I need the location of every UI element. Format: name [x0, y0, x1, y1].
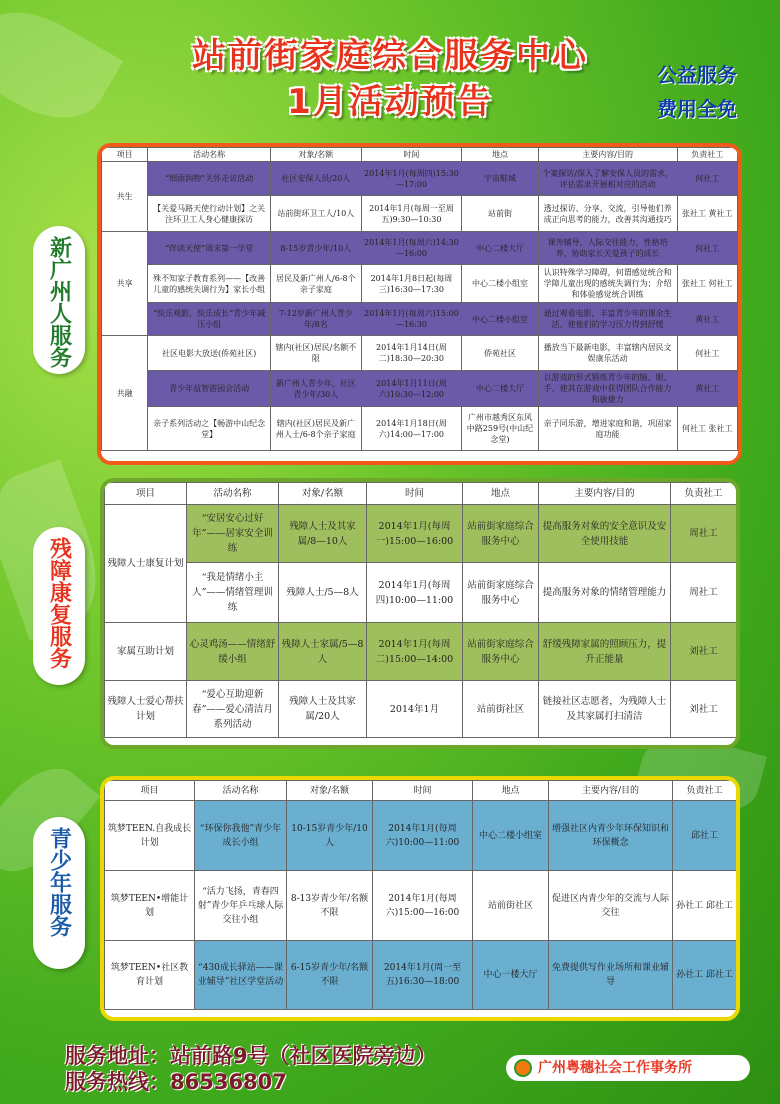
cell-place: 站前街家庭综合服务中心 — [463, 505, 539, 563]
header-name: 活动名称 — [195, 781, 287, 801]
header-target: 对象/名额 — [271, 148, 362, 162]
cell-name: “活力飞扬，青春四射”青少年乒乓球人际交往小组 — [195, 871, 287, 941]
header-place: 地点 — [473, 781, 549, 801]
cell-content: 促进区内青少年的交流与人际交往 — [549, 871, 673, 941]
cell-content: 个案探访/深入了解安保人员的需求，评估需求开展相对应的活动 — [538, 162, 677, 196]
header-worker: 负责社工 — [671, 483, 737, 505]
cell-worker: 何社工 — [677, 232, 737, 265]
cell-name: “爱心互助迎新春”——爱心清洁月系列活动 — [187, 681, 279, 738]
cell-worker: 刘社工 — [671, 623, 737, 681]
cell-name: “环保你我他”青少年成长小组 — [195, 801, 287, 871]
cell-project: 残障人士爱心帮扶计划 — [105, 681, 187, 738]
cell-target: 7-12岁新广州人青少年/8名 — [271, 303, 362, 336]
header-place: 地点 — [463, 483, 539, 505]
cell-time: 2014年1月(每周六)15:00—16:00 — [373, 871, 473, 941]
cell-worker: 何社工 — [677, 336, 737, 371]
cell-target: 残障人士及其家属/20人 — [279, 681, 367, 738]
cell-name: 亲子系列活动之【畅游中山纪念堂】 — [148, 407, 271, 451]
table-row — [105, 505, 737, 563]
header-worker: 负责社工 — [677, 148, 737, 162]
table-row — [102, 162, 738, 196]
header-content: 主要内容/目的 — [538, 148, 677, 162]
cell-content: 提高服务对象的安全意识及安全使用技能 — [539, 505, 671, 563]
cell-place: 站前街 — [462, 196, 538, 232]
cell-worker: 何社工 — [677, 162, 737, 196]
cell-worker: 孙社工 邱社工 — [673, 871, 737, 941]
cell-name: 心灵鸡汤——情绪舒缓小组 — [187, 623, 279, 681]
cell-worker: 黄社工 — [677, 371, 737, 407]
free-service-notice — [632, 58, 762, 126]
page-title: 站前街家庭综合服务中心 — [192, 36, 588, 76]
cell-project: 共生 — [102, 162, 148, 232]
cell-project: 筑梦TEEN•社区教育计划 — [105, 941, 195, 1010]
cell-worker: 周社工 — [671, 505, 737, 563]
table-row — [105, 801, 737, 871]
cell-time: 2014年1月(每周六)15:00—16:30 — [361, 303, 462, 336]
cell-time: 2014年1月18日(周六)14:00—17:00 — [361, 407, 462, 451]
cell-place: 站前街社区 — [463, 681, 539, 738]
cell-place: 站前街家庭综合服务中心 — [463, 623, 539, 681]
header-content: 主要内容/目的 — [549, 781, 673, 801]
cell-content: 链接社区志愿者，为残障人士及其家属打扫清洁 — [539, 681, 671, 738]
header-project: 项目 — [102, 148, 148, 162]
cell-time: 2014年1月(每周六)14:30—16:00 — [361, 232, 462, 265]
free-line-2: 费用全免 — [657, 97, 737, 121]
header-place: 地点 — [462, 148, 538, 162]
cell-project: 共融 — [102, 336, 148, 451]
cell-content: 免费提供写作业场所和课业辅导 — [549, 941, 673, 1010]
table-row — [102, 265, 738, 303]
table-row — [102, 371, 738, 407]
cell-project: 残障人士康复计划 — [105, 505, 187, 623]
cell-time: 2014年1月8日起(每周三)16:30—17:30 — [361, 265, 462, 303]
cell-place: 站前街社区 — [473, 871, 549, 941]
side-label-new-guangzhou: 新广州人服务 — [33, 226, 85, 374]
cell-time: 2014年1月(每周二)15:00—14:00 — [367, 623, 463, 681]
cell-name: “430成长驿站——课业辅导”社区学堂活动 — [195, 941, 287, 1010]
header-target: 对象/名额 — [279, 483, 367, 505]
header-time: 时间 — [373, 781, 473, 801]
organization-name: 广州粤穗社会工作事务所 — [538, 1060, 692, 1076]
cell-target: 残障人士及其家属/8—10人 — [279, 505, 367, 563]
cell-time: 2014年1月11日(周六)10:30—12:00 — [361, 371, 462, 407]
page-subtitle: 1月活动预告 — [287, 82, 493, 122]
cell-time: 2014年1月(每周一至周五)9:30—10:30 — [361, 196, 462, 232]
cell-name: “我是情绪小主人”——情绪管理训练 — [187, 563, 279, 623]
header-project: 项目 — [105, 483, 187, 505]
cell-target: 新广州人青少年，社区青少年/30人 — [271, 371, 362, 407]
cell-target: 8-15岁青少年/10人 — [271, 232, 362, 265]
cell-place: 站前街家庭综合服务中心 — [463, 563, 539, 623]
cell-place: 广州市越秀区东风中路259号(中山纪念堂) — [462, 407, 538, 451]
cell-worker: 黄社工 — [677, 303, 737, 336]
cell-target: 残障人士/5—8人 — [279, 563, 367, 623]
cell-name: 社区电影大放送(侨苑社区) — [148, 336, 271, 371]
cell-content: 认识特殊学习障碍，何谓感觉统合和学障儿童出现的感统失调行为；介绍和体验感觉统合训练 — [538, 265, 677, 303]
cell-name: “伴读天使”周末第一学堂 — [148, 232, 271, 265]
organization-logo-icon — [514, 1059, 532, 1077]
cell-worker: 何社工 张社工 — [677, 407, 737, 451]
cell-content: 透过探访、分享、交流，引导他们养成正向思考的能力，改善其沟通技巧 — [538, 196, 677, 232]
activity-table-youth — [100, 776, 740, 1021]
header-name: 活动名称 — [187, 483, 279, 505]
cell-place: 侨苑社区 — [462, 336, 538, 371]
header-target: 对象/名额 — [287, 781, 373, 801]
cell-content: 课外辅导，人际交往能力，性格培养，协助家长关爱孩子的成长 — [538, 232, 677, 265]
cell-content: 增强社区内青少年环保知识和环保概念 — [549, 801, 673, 871]
cell-name: 殊不知家子教育系列——【改善儿童的感统失调行为】家长小组 — [148, 265, 271, 303]
cell-target: 6-15岁青少年/名额不限 — [287, 941, 373, 1010]
cell-content: 舒缓残障家属的照顾压力，提升正能量 — [539, 623, 671, 681]
cell-project: 共享 — [102, 232, 148, 336]
table-row — [105, 623, 737, 681]
cell-place: 中心二楼大厅 — [462, 371, 538, 407]
cell-target: 10-15岁青少年/10人 — [287, 801, 373, 871]
cell-worker: 周社工 — [671, 563, 737, 623]
cell-target: 8-13岁青少年/名额不限 — [287, 871, 373, 941]
side-label-youth: 青少年服务 — [33, 817, 85, 969]
table-row — [105, 563, 737, 623]
cell-target: 居民及新广州人/6-8个亲子家庭 — [271, 265, 362, 303]
cell-place: 宇宙鞋城 — [462, 162, 538, 196]
cell-worker: 刘社工 — [671, 681, 737, 738]
header-worker: 负责社工 — [673, 781, 737, 801]
activity-table-disability — [100, 478, 740, 749]
table-row — [105, 871, 737, 941]
cell-content: 播放当下最新电影，丰富辖内居民文娱康乐活动 — [538, 336, 677, 371]
cell-name: “安居安心过好年”——居家安全训练 — [187, 505, 279, 563]
table-row — [105, 681, 737, 738]
cell-name: 【关爱马路天使行动计划】之关注环卫工人身心健康探访 — [148, 196, 271, 232]
table — [104, 482, 737, 738]
cell-time: 2014年1月(周一至五)16:30—18:00 — [373, 941, 473, 1010]
table — [104, 780, 737, 1010]
table-row — [102, 196, 738, 232]
header-time: 时间 — [367, 483, 463, 505]
cell-target: 残障人士家属/5—8人 — [279, 623, 367, 681]
cell-time: 2014年1月(每周四)15:30—17:00 — [361, 162, 462, 196]
cell-time: 2014年1月 — [367, 681, 463, 738]
table-row — [102, 303, 738, 336]
cell-worker: 张社工 何社工 — [677, 265, 737, 303]
cell-target: 辖内(社区)居民/名额不限 — [271, 336, 362, 371]
header-project: 项目 — [105, 781, 195, 801]
cell-place: 中心二楼小组室 — [462, 265, 538, 303]
side-label-disability: 残障康复服务 — [33, 527, 85, 685]
cell-name: 青少年益智游园会活动 — [148, 371, 271, 407]
header-name: 活动名称 — [148, 148, 271, 162]
cell-project: 筑梦TEEN.自我成长计划 — [105, 801, 195, 871]
cell-content: 亲子同乐游，增进家庭和谐，巩固家庭功能 — [538, 407, 677, 451]
cell-project: 筑梦TEEN•增能计划 — [105, 871, 195, 941]
cell-content: 以游戏的形式锻炼青少年的脑、眼、手，使其在游戏中获得团队合作能力和敏捷力 — [538, 371, 677, 407]
service-hotline: 服务热线：86536807 — [65, 1070, 287, 1094]
service-address: 服务地址：站前路9号（社区医院旁边） — [65, 1044, 437, 1068]
cell-target: 社区安保人员/20人 — [271, 162, 362, 196]
table-row — [102, 336, 738, 371]
table-row — [102, 407, 738, 451]
cell-content: 通过观看电影，丰富青少年的课余生活，使他们的学习压力得到舒缓 — [538, 303, 677, 336]
table-row — [102, 232, 738, 265]
cell-target: 辖内(社区)居民及新广州人士/6-8个亲子家庭 — [271, 407, 362, 451]
cell-worker: 张社工 黄社工 — [677, 196, 737, 232]
cell-place: 中心二楼大厅 — [462, 232, 538, 265]
activity-table-new-guangzhou — [97, 143, 742, 465]
cell-time: 2014年1月(每周六)10:00—11:00 — [373, 801, 473, 871]
cell-target: 站前街环卫工人/10人 — [271, 196, 362, 232]
cell-worker: 邱社工 — [673, 801, 737, 871]
cell-worker: 孙社工 邱社工 — [673, 941, 737, 1010]
cell-place: 中心二楼小组室 — [462, 303, 538, 336]
header-time: 时间 — [361, 148, 462, 162]
table — [101, 147, 738, 451]
cell-name: “快乐观影，快乐成长”青少年减压小组 — [148, 303, 271, 336]
header-content: 主要内容/目的 — [539, 483, 671, 505]
cell-content: 提高服务对象的情绪管理能力 — [539, 563, 671, 623]
cell-name: “细雨润物”关怀走访活动 — [148, 162, 271, 196]
cell-time: 2014年1月(每周四)10:00—11:00 — [367, 563, 463, 623]
cell-place: 中心一楼大厅 — [473, 941, 549, 1010]
organization-badge — [506, 1055, 750, 1081]
cell-time: 2014年1月14日(周二)18:30—20:30 — [361, 336, 462, 371]
table-row — [105, 941, 737, 1010]
free-line-1: 公益服务 — [657, 63, 737, 87]
cell-place: 中心二楼小组室 — [473, 801, 549, 871]
cell-time: 2014年1月(每周一)15:00—16:00 — [367, 505, 463, 563]
cell-project: 家属互助计划 — [105, 623, 187, 681]
